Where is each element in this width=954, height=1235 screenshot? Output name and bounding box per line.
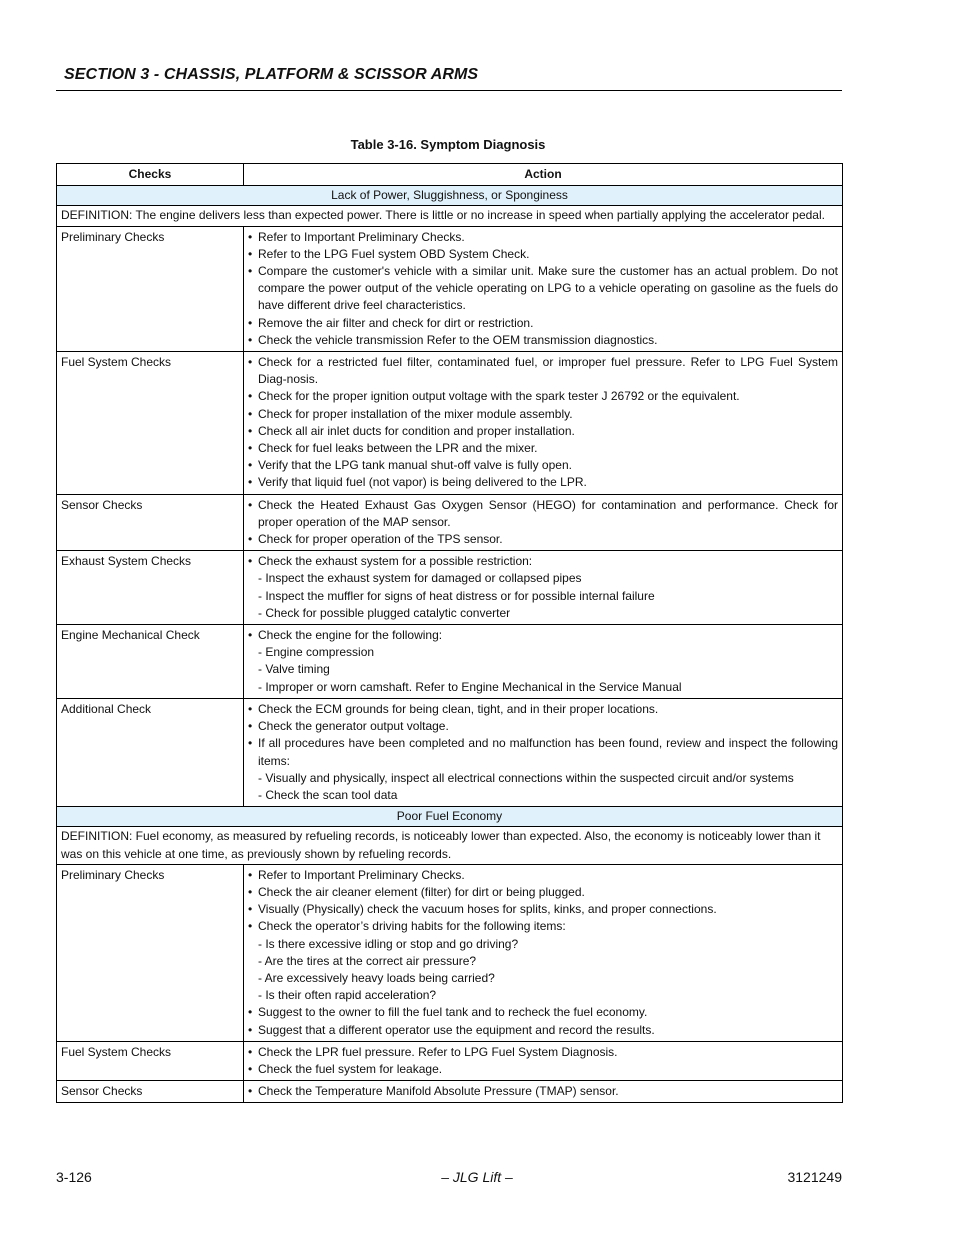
action-bullet-item: • Check the engine for the following: xyxy=(248,627,838,644)
column-header-checks: Checks xyxy=(57,164,244,186)
action-sub-item: - Are excessively heavy loads being carried? xyxy=(258,970,495,985)
table-row xyxy=(57,551,843,625)
check-label: Engine Mechanical Check xyxy=(57,625,244,699)
column-header-action: Action xyxy=(244,164,843,186)
action-cell xyxy=(244,1081,843,1103)
table-title: Table 3-16. Symptom Diagnosis xyxy=(350,137,546,152)
action-bullet-item: • Check the air cleaner element (filter) for dirt or being plugged. xyxy=(248,884,838,901)
action-sub-item: - Is their often rapid acceleration? xyxy=(258,988,437,1003)
action-bullet-item: • Suggest that a different operator use the equipment and record the results. xyxy=(248,1022,838,1039)
table-row xyxy=(57,1041,843,1080)
action-bullet-item: • Refer to Important Preliminary Checks. xyxy=(248,867,838,884)
header-rule xyxy=(56,90,842,91)
page-number: 3-126 xyxy=(56,1169,92,1185)
check-label: Fuel System Checks xyxy=(57,352,244,495)
table-row xyxy=(57,1081,843,1103)
action-bullet-item: • Check the LPR fuel pressure. Refer to LPG Fuel System Diagnosis. xyxy=(248,1044,838,1061)
action-cell xyxy=(244,494,843,551)
check-label: Fuel System Checks xyxy=(57,1041,244,1080)
action-list xyxy=(248,551,838,624)
table-row xyxy=(57,226,843,351)
action-list xyxy=(248,227,838,351)
check-label: Preliminary Checks xyxy=(57,226,244,351)
action-cell xyxy=(244,1041,843,1080)
document-number: 3121249 xyxy=(787,1169,842,1185)
check-label: Additional Check xyxy=(57,698,244,806)
action-sub-item: - Is there excessive idling or stop and go driving? xyxy=(258,936,519,951)
check-label: Exhaust System Checks xyxy=(57,551,244,625)
action-bullet-item: • Verify that liquid fuel (not vapor) is being delivered to the LPR. xyxy=(248,474,838,491)
action-bullet-item: • Refer to Important Preliminary Checks. xyxy=(248,229,838,246)
action-bullet-item: • Visually (Physically) check the vacuum hoses for splits, kinks, and proper connections. xyxy=(248,901,838,918)
action-bullet-item: • Compare the customer's vehicle with a similar unit. Make sure the customer has an actual problem. Do not compare the power output of the vehicle operating on LPG to a vehicle operating on gasoline as the fuels do have different drive feel characteristics. xyxy=(248,263,838,315)
action-list xyxy=(248,699,838,806)
check-label: Sensor Checks xyxy=(57,1081,244,1103)
action-bullet-item: • Check the operator’s driving habits for the following items: xyxy=(248,918,838,935)
action-list xyxy=(248,352,838,494)
action-bullet-item: • Check for proper installation of the mixer module assembly. xyxy=(248,406,838,423)
action-sub-item: - Check for possible plugged catalytic converter xyxy=(258,605,511,620)
action-bullet-item: • Check for the proper ignition output voltage with the spark tester J 26792 or the equivalent. xyxy=(248,388,838,405)
symptom-band-row xyxy=(57,807,843,827)
check-label: Sensor Checks xyxy=(57,494,244,551)
action-bullet-item: • Check the generator output voltage. xyxy=(248,718,838,735)
action-bullet-item: • Check all air inlet ducts for condition and proper installation. xyxy=(248,423,838,440)
action-list xyxy=(248,1042,838,1080)
action-bullet-item: • Refer to the LPG Fuel system OBD System Check. xyxy=(248,246,838,263)
action-bullet-item: • Check for a restricted fuel filter, contaminated fuel, or improper fuel pressure. Refer to LPG Fuel System Diag-nosis. xyxy=(248,354,838,388)
definition-text: DEFINITION: Fuel economy, as measured by refueling records, is noticeably lower than expected. Also, the economy is noticeably lower than it was on this vehicle at one time, as previously shown by refueling records. xyxy=(57,827,843,864)
action-cell xyxy=(244,226,843,351)
action-sub-item: - Engine compression xyxy=(258,645,375,660)
action-sub-item: - Check the scan tool data xyxy=(258,787,398,802)
action-cell xyxy=(244,625,843,699)
action-bullet-item: • Check the exhaust system for a possible restriction: xyxy=(248,553,838,570)
table-row xyxy=(57,494,843,551)
footer-brand: – JLG Lift – xyxy=(441,1169,513,1185)
action-bullet-item: • Check the Temperature Manifold Absolute Pressure (TMAP) sensor. xyxy=(248,1083,838,1100)
action-bullet-item: • Check the vehicle transmission Refer to the OEM transmission diagnostics. xyxy=(248,332,838,349)
action-sub-item: - Valve timing xyxy=(258,662,330,677)
definition-text: DEFINITION: The engine delivers less than expected power. There is little or no increase in speed when partially applying the accelerator pedal. xyxy=(57,206,843,226)
symptom-title: Lack of Power, Sluggishness, or Sponginess xyxy=(57,186,843,206)
table-row xyxy=(57,352,843,495)
action-bullet-item: • Remove the air filter and check for dirt or restriction. xyxy=(248,315,838,332)
action-sub-item: - Inspect the exhaust system for damaged or collapsed pipes xyxy=(258,571,582,586)
table-row xyxy=(57,864,843,1041)
definition-row xyxy=(57,827,843,864)
action-bullet-item: • Check the fuel system for leakage. xyxy=(248,1061,838,1078)
action-list xyxy=(248,865,838,1041)
table-header-row xyxy=(57,164,843,186)
action-sub-item: - Inspect the muffler for signs of heat distress or for possible internal failure xyxy=(258,588,655,603)
action-bullet-item: • Check for proper operation of the TPS sensor. xyxy=(248,531,838,548)
action-bullet-item: • Check the Heated Exhaust Gas Oxygen Sensor (HEGO) for contamination and performance. Check for proper operation of the MAP sensor. xyxy=(248,497,838,531)
action-list xyxy=(248,1081,838,1102)
action-bullet-item: • If all procedures have been completed and no malfunction has been found, review and inspect the following items: xyxy=(248,735,838,769)
action-cell xyxy=(244,698,843,806)
action-list xyxy=(248,625,838,698)
action-bullet-item: • Verify that the LPG tank manual shut-off valve is fully open. xyxy=(248,457,838,474)
action-bullet-item: • Check for fuel leaks between the LPR and the mixer. xyxy=(248,440,838,457)
action-cell xyxy=(244,864,843,1041)
symptom-title: Poor Fuel Economy xyxy=(57,807,843,827)
action-bullet-item: • Check the ECM grounds for being clean, tight, and in their proper locations. xyxy=(248,701,838,718)
table-body xyxy=(57,186,843,1103)
definition-row xyxy=(57,206,843,226)
section-title: SECTION 3 - CHASSIS, PLATFORM & SCISSOR ARMS xyxy=(64,66,479,83)
action-bullet-item: • Suggest to the owner to fill the fuel tank and to recheck the fuel economy. xyxy=(248,1004,838,1021)
symptom-diagnosis-table xyxy=(56,163,843,1103)
check-label: Preliminary Checks xyxy=(57,864,244,1041)
action-sub-item: - Improper or worn camshaft. Refer to Engine Mechanical in the Service Manual xyxy=(258,679,682,694)
action-cell xyxy=(244,551,843,625)
action-sub-item: - Are the tires at the correct air pressure? xyxy=(258,953,477,968)
symptom-band-row xyxy=(57,186,843,206)
action-list xyxy=(248,495,838,551)
action-cell xyxy=(244,352,843,495)
action-sub-item: - Visually and physically, inspect all electrical connections within the suspected circuit and/or systems xyxy=(258,770,794,785)
table-row xyxy=(57,698,843,806)
table-row xyxy=(57,625,843,699)
